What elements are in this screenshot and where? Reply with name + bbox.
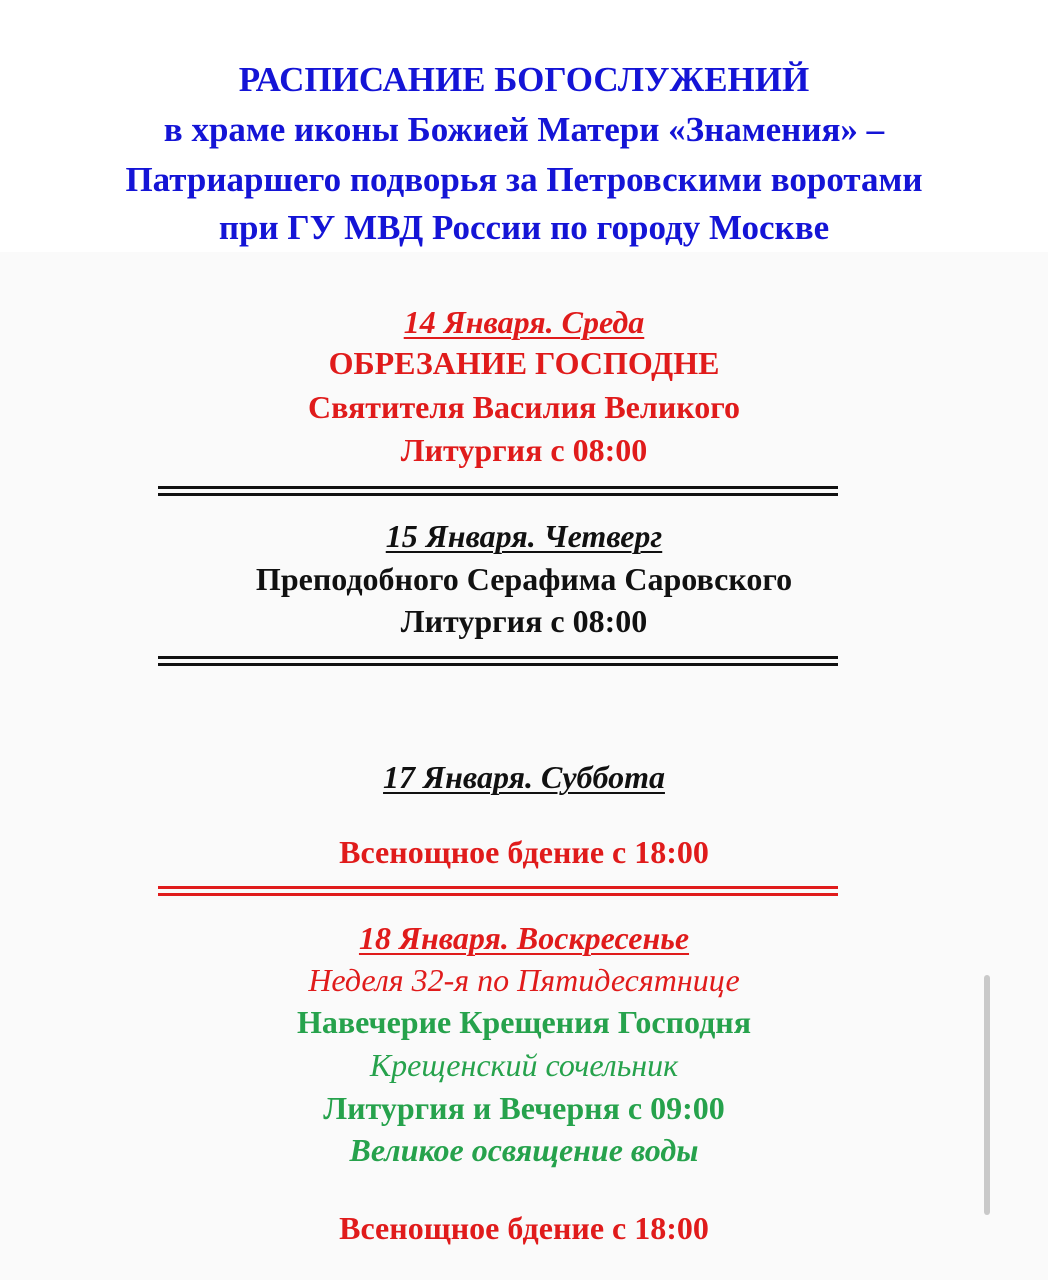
- subtitle-line-2: Патриаршего подворья за Петровскими воротами: [125, 160, 923, 199]
- service-time: Литургия и Вечерня с 09:00: [323, 1090, 725, 1126]
- subtitle-line-3: при ГУ МВД России по городу Москве: [218, 208, 830, 247]
- separator: [158, 484, 838, 498]
- water-blessing: Великое освящение воды: [349, 1132, 699, 1168]
- separator: [158, 884, 838, 898]
- week-name: Неделя 32-я по Пятидесятнице: [308, 962, 740, 998]
- feast-eve-title: Навечерие Крещения Господня: [296, 1004, 752, 1040]
- day-date-jan-15: 15 Января. Четверг: [385, 518, 663, 554]
- service-time: Литургия с 08:00: [400, 432, 648, 468]
- service-time: Всенощное бдение с 18:00: [339, 1210, 709, 1246]
- saint-commemoration: Святителя Василия Великого: [308, 389, 740, 425]
- service-time: Литургия с 08:00: [400, 603, 648, 639]
- feast-eve-subtitle: Крещенский сочельник: [369, 1047, 679, 1083]
- feast-title: ОБРЕЗАНИЕ ГОСПОДНЕ: [328, 345, 720, 381]
- separator: [158, 654, 838, 668]
- service-time: Всенощное бдение с 18:00: [339, 834, 709, 870]
- page-title: РАСПИСАНИЕ БОГОСЛУЖЕНИЙ: [238, 60, 810, 99]
- saint-commemoration: Преподобного Серафима Саровского: [255, 561, 793, 597]
- day-date-jan-17: 17 Января. Суббота: [383, 759, 665, 795]
- subtitle-line-1: в храме иконы Божией Матери «Знамения» –: [163, 110, 885, 149]
- day-date-jan-14: 14 Января. Среда: [403, 304, 645, 340]
- day-date-jan-18: 18 Января. Воскресенье: [358, 920, 690, 956]
- scrollbar[interactable]: [984, 975, 990, 1215]
